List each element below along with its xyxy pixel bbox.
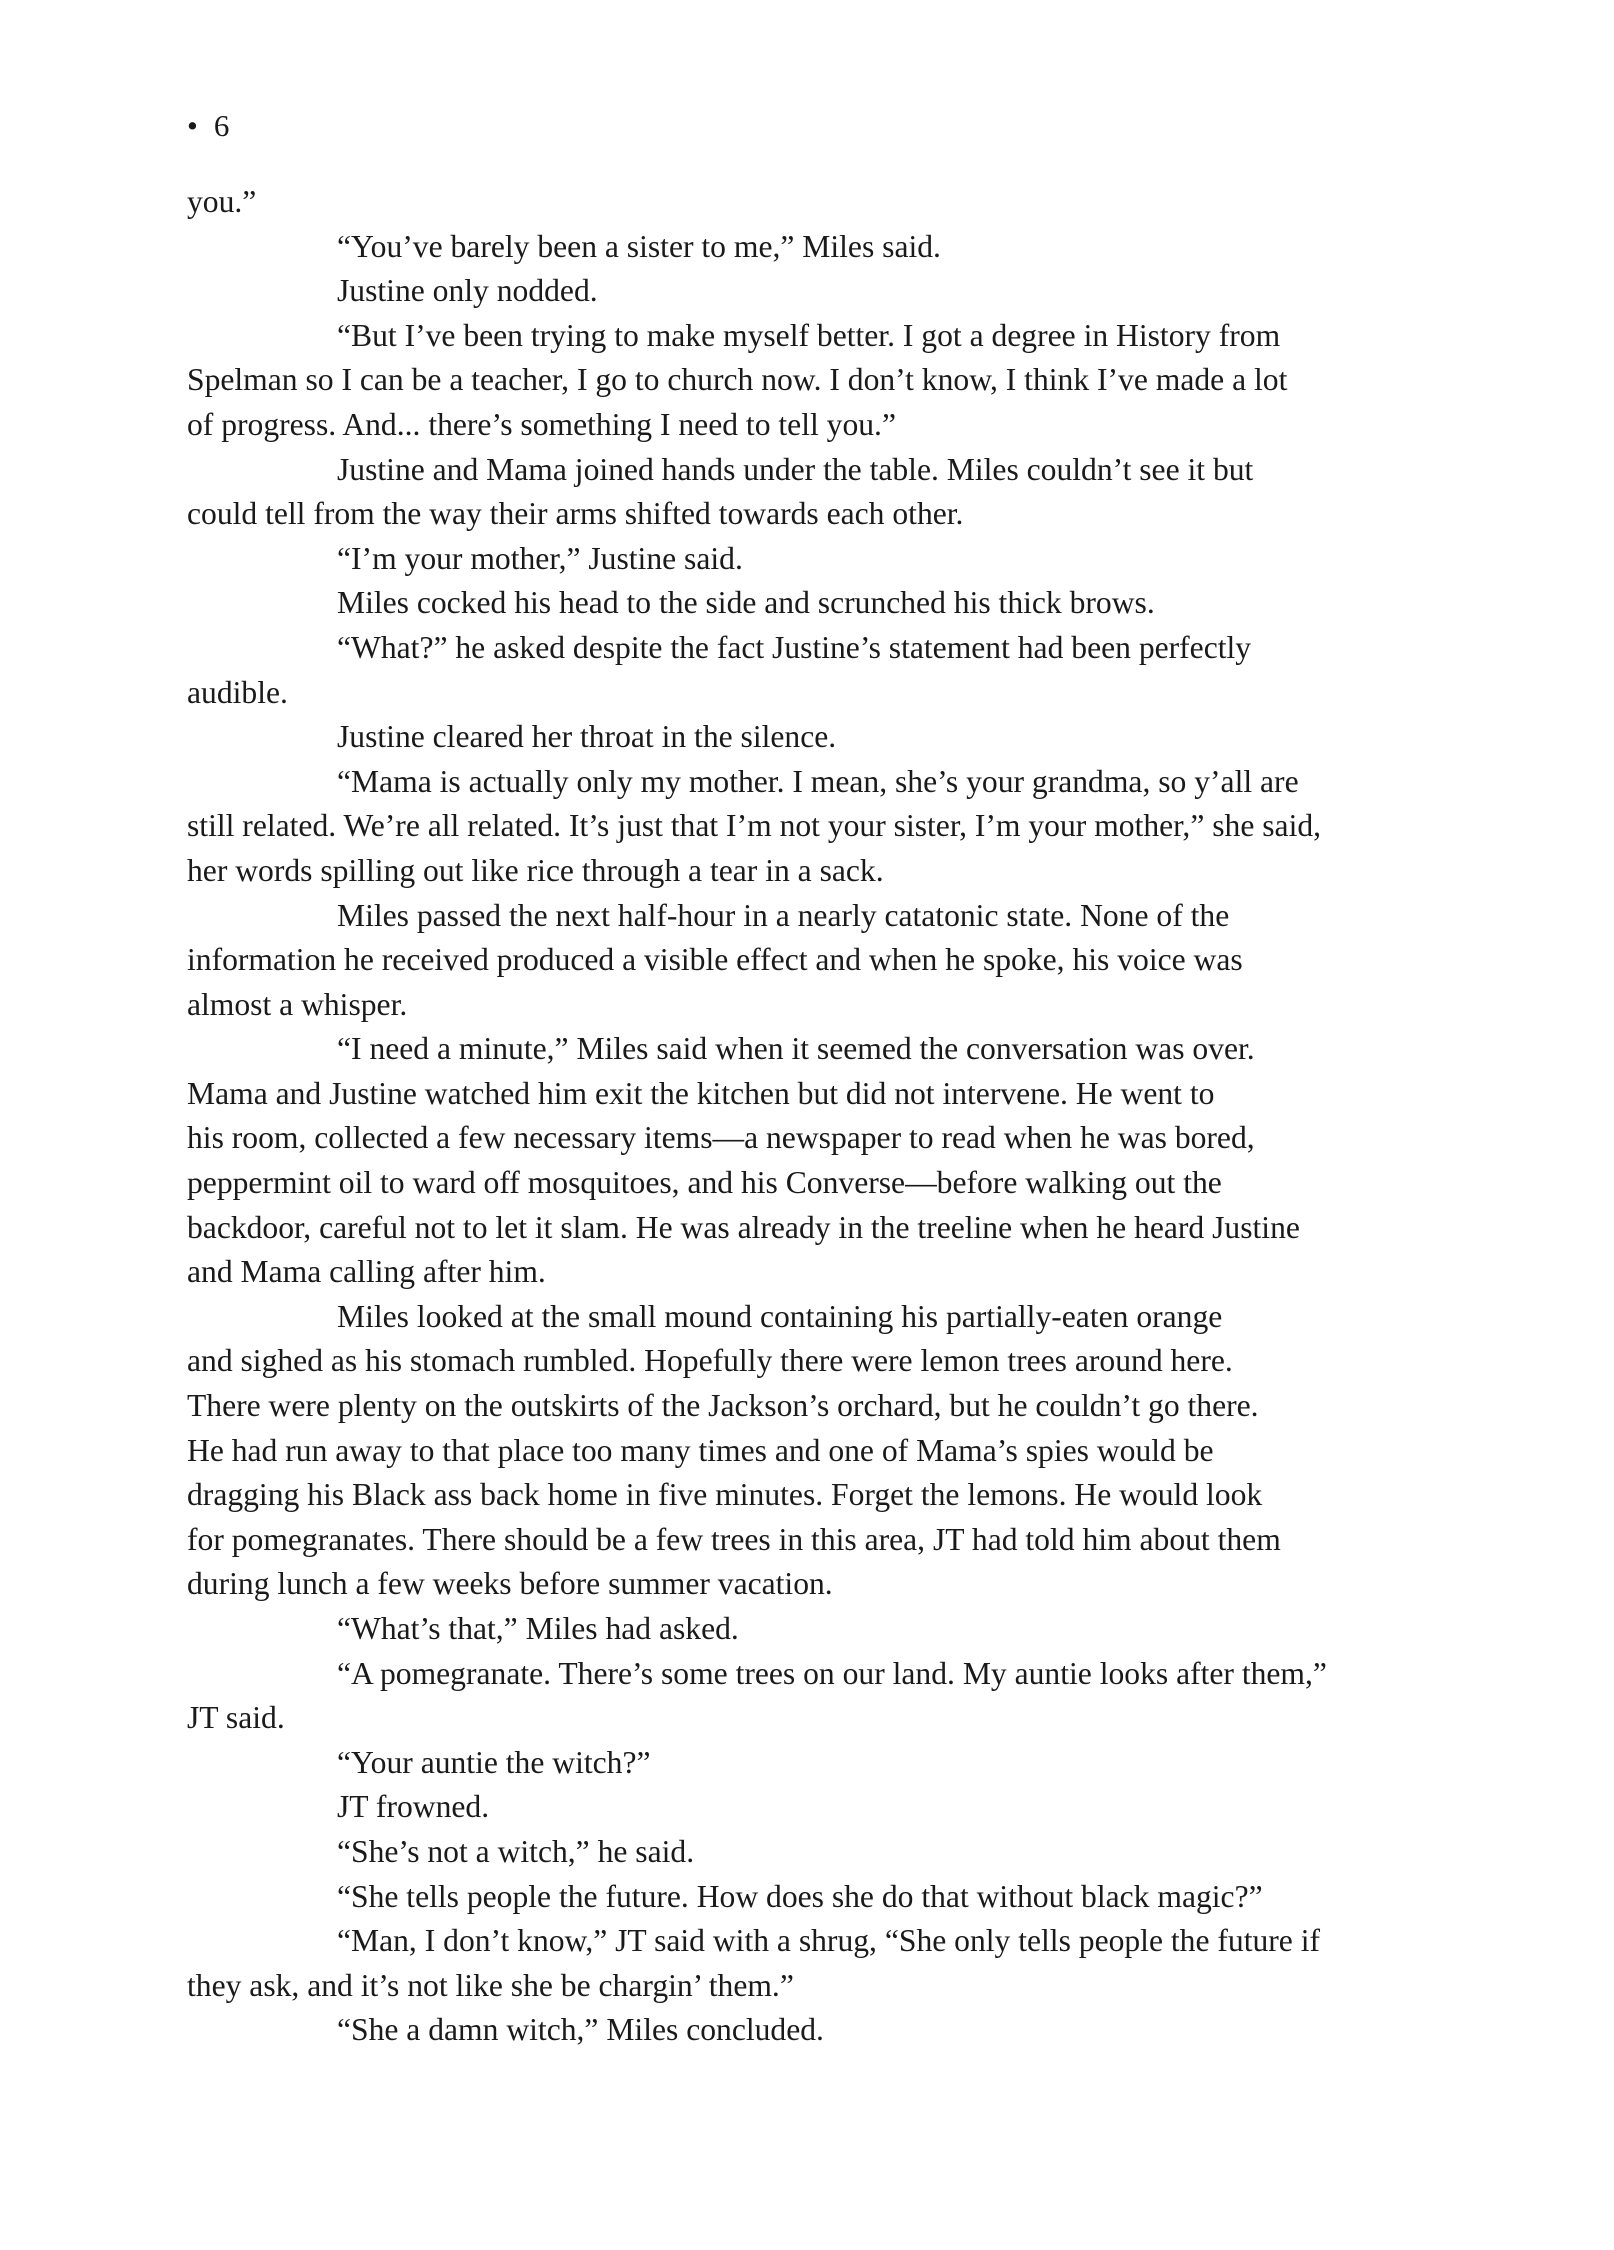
- text-line: Justine and Mama joined hands under the table. Miles couldn’t see it but: [337, 451, 1254, 487]
- page-header: [187, 106, 229, 146]
- body-text: [187, 180, 1427, 2053]
- text-line: “She a damn witch,” Miles concluded.: [337, 2012, 824, 2048]
- text-line: “I’m your mother,” Justine said.: [337, 540, 743, 576]
- text-line: Justine cleared her throat in the silence.: [337, 719, 837, 755]
- text-line: Miles passed the next half-hour in a nearly catatonic state. None of the: [337, 897, 1230, 933]
- text-line: her words spilling out like rice through a tear in a sack.: [187, 852, 884, 888]
- text-line: Miles looked at the small mound containing his partially-eaten orange: [337, 1298, 1223, 1334]
- text-line: “Man, I don’t know,” JT said with a shrug, “She only tells people the future if: [337, 1923, 1321, 1959]
- header-bullet: •: [187, 108, 198, 143]
- text-line: could tell from the way their arms shifted towards each other.: [187, 496, 964, 532]
- text-line: still related. We’re all related. It’s just that I’m not your sister, I’m your mother,” she said,: [187, 808, 1322, 844]
- text-line: JT frowned.: [337, 1789, 490, 1825]
- text-line: Spelman so I can be a teacher, I go to church now. I don’t know, I think I’ve made a lot: [187, 362, 1288, 398]
- text-line: almost a whisper.: [187, 986, 408, 1022]
- text-line: “But I’ve been trying to make myself better. I got a degree in History from: [337, 317, 1281, 353]
- text-line: “A pomegranate. There’s some trees on our land. My auntie looks after them,”: [337, 1655, 1327, 1691]
- text-line: audible.: [187, 674, 288, 710]
- text-line: “I need a minute,” Miles said when it seemed the conversation was over.: [337, 1031, 1255, 1067]
- text-line: information he received produced a visible effect and when he spoke, his voice was: [187, 942, 1243, 978]
- text-line: “Your auntie the witch?”: [337, 1744, 651, 1780]
- text-line: “She’s not a witch,” he said.: [337, 1833, 695, 1869]
- text-line: dragging his Black ass back home in five minutes. Forget the lemons. He would look: [187, 1477, 1263, 1513]
- text-line: and Mama calling after him.: [187, 1254, 546, 1290]
- text-line: Miles cocked his head to the side and scrunched his thick brows.: [337, 585, 1155, 621]
- text-line: JT said.: [187, 1700, 285, 1736]
- text-line: He had run away to that place too many times and one of Mama’s spies would be: [187, 1432, 1214, 1468]
- text-line: “What’s that,” Miles had asked.: [337, 1611, 739, 1646]
- text-line: his room, collected a few necessary items—a newspaper to read when he was bored,: [187, 1120, 1255, 1156]
- text-line: There were plenty on the outskirts of the Jackson’s orchard, but he couldn’t go there.: [187, 1388, 1259, 1424]
- text-line: Mama and Justine watched him exit the kitchen but did not intervene. He went to: [187, 1075, 1215, 1111]
- page-number: 6: [213, 108, 230, 143]
- text-line: backdoor, careful not to let it slam. He was already in the treeline when he heard Justine: [187, 1209, 1300, 1245]
- text-line: they ask, and it’s not like she be chargin’ them.”: [187, 1967, 794, 2003]
- text-line: of progress. And... there’s something I need to tell you.”: [187, 406, 896, 442]
- text-line: and sighed as his stomach rumbled. Hopefully there were lemon trees around here.: [187, 1343, 1233, 1379]
- text-line: for pomegranates. There should be a few trees in this area, JT had told him about them: [187, 1521, 1281, 1557]
- text-line: “Mama is actually only my mother. I mean, she’s your grandma, so y’all are: [337, 763, 1299, 799]
- text-line: “What?” he asked despite the fact Justine’s statement had been perfectly: [337, 629, 1252, 665]
- text-line: during lunch a few weeks before summer vacation.: [187, 1566, 833, 1602]
- text-line: you.”: [187, 184, 257, 219]
- text-line: peppermint oil to ward off mosquitoes, and his Converse—before walking out the: [187, 1165, 1222, 1201]
- text-line: “She tells people the future. How does she do that without black magic?”: [337, 1878, 1263, 1914]
- text-line: “You’ve barely been a sister to me,” Miles said.: [337, 228, 941, 264]
- text-line: Justine only nodded.: [337, 273, 598, 309]
